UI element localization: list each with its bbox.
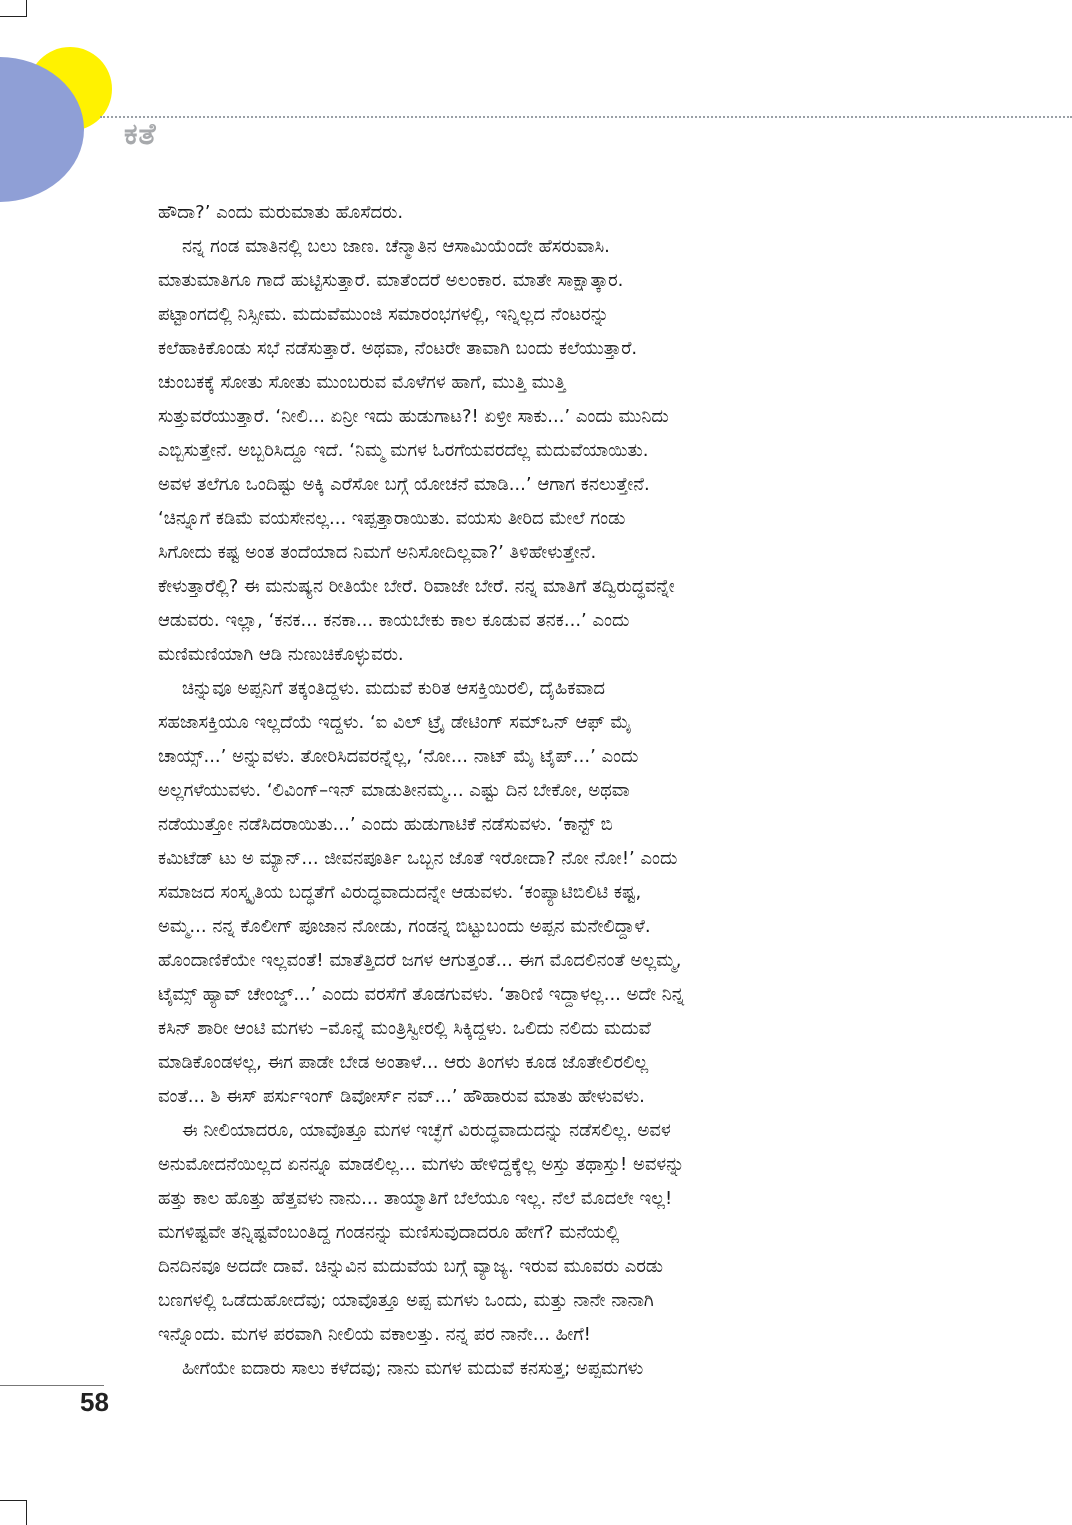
text-line: ಚಿನ್ನುವೂ ಅಪ್ಪನಿಗೆ ತಕ್ಕಂತಿದ್ದಳು. ಮದುವೆ ಕುರಿತ ಆಸಕ್ತಿಯಿರಲಿ, ದೈಹಿಕವಾದ [182, 678, 606, 699]
text-line: ಹೀಗೆಯೇ ಐದಾರು ಸಾಲು ಕಳೆದವು; ನಾನು ಮಗಳ ಮದುವೆ ಕನಸುತ್ತ; ಅಪ್ಪಮಗಳು [182, 1358, 644, 1379]
footer-rule [0, 1385, 104, 1386]
text-line: ಚಾಯ್ಸ್...’ ಅನ್ನುವಳು. ತೋರಿಸಿದವರನ್ನೆಲ್ಲ, ‘ನೋ... ನಾಟ್ ಮೈ ಟೈಪ್...’ ಎಂದು [158, 746, 639, 767]
text-line: ಹೌದಾ?’ ಎಂದು ಮರುಮಾತು ಹೊಸೆದರು. [158, 202, 404, 223]
text-line: ಸುತ್ತುವರೆಯುತ್ತಾರೆ. ‘ನೀಲಿ... ಏನ್ರೀ ಇದು ಹುಡುಗಾಟ?! ಏಳ್ರೀ ಸಾಕು...’ ಎಂದು ಮುನಿದು [158, 406, 669, 427]
text-line: ಕೇಳುತ್ತಾರೆಲ್ಲಿ? ಈ ಮನುಷ್ಯನ ರೀತಿಯೇ ಬೇರೆ. ರಿವಾಜೇ ಬೇರೆ. ನನ್ನ ಮಾತಿಗೆ ತದ್ವಿರುದ್ಧವನ್ನೇ [158, 576, 675, 597]
text-line: ಕಮಿಟೆಡ್ ಟು ಅ ಮ್ಯಾನ್... ಜೀವನಪೂರ್ತಿ ಒಬ್ಬನ ಜೊತೆ ಇರೋದಾ? ನೋ ನೋ!’ ಎಂದು [158, 848, 678, 869]
text-line: ಕಲೆಹಾಕಿಕೊಂಡು ಸಭೆ ನಡೆಸುತ್ತಾರೆ. ಅಥವಾ, ನೆಂಟರೇ ತಾವಾಗಿ ಬಂದು ಕಲೆಯುತ್ತಾರೆ. [158, 338, 638, 359]
text-line: ಬಣಗಳಲ್ಲಿ ಒಡೆದುಹೋದೆವು; ಯಾವೊತ್ತೂ ಅಪ್ಪ ಮಗಳು ಒಂದು, ಮತ್ತು ನಾನೇ ನಾನಾಗಿ [158, 1290, 654, 1311]
text-line: ಸಹಜಾಸಕ್ತಿಯೂ ಇಲ್ಲದೆಯೆ ಇದ್ದಳು. ‘ಐ ವಿಲ್ ಟ್ರೈ ಡೇಟಿಂಗ್ ಸಮ್‌ಒನ್ ಆಫ್ ಮೈ [158, 712, 632, 733]
text-line: ದಿನದಿನವೂ ಅದದೇ ದಾವೆ. ಚಿನ್ನುವಿನ ಮದುವೆಯ ಬಗ್ಗೆ ವ್ಯಾಜ್ಯ. ಇರುವ ಮೂವರು ಎರಡು [158, 1256, 664, 1277]
page-number: 58 [80, 1387, 109, 1417]
text-line: ಸಿಗೋದು ಕಷ್ಟ ಅಂತ ತಂದೆಯಾದ ನಿಮಗೆ ಅನಿಸೋದಿಲ್ಲವಾ?’ ತಿಳಿಹೇಳುತ್ತೇನೆ. [158, 542, 597, 563]
text-line: ಇನ್ನೊಂದು. ಮಗಳ ಪರವಾಗಿ ನೀಲಿಯ ವಕಾಲತ್ತು. ನನ್ನ ಪರ ನಾನೇ... ಹೀಗೆ! [158, 1324, 591, 1345]
story-text [158, 196, 908, 1386]
section-label: ಕತೆ [124, 117, 157, 152]
text-line: ಅಮ್ಮ... ನನ್ನ ಕೊಲೀಗ್ ಪೂಜಾನ ನೋಡು, ಗಂಡನ್ನ ಬಿಟ್ಟುಬಂದು ಅಪ್ಪನ ಮನೇಲಿದ್ದಾಳೆ. [158, 916, 651, 937]
crop-mark-top-left-horizontal [0, 16, 27, 17]
text-line: ನಡೆಯುತ್ತೋ ನಡೆಸಿದರಾಯಿತು...’ ಎಂದು ಹುಡುಗಾಟಿಕೆ ನಡೆಸುವಳು. ‘ಕಾನ್ಟ್ ಬಿ [158, 814, 613, 835]
text-line: ಸಮಾಜದ ಸಂಸ್ಕೃತಿಯ ಬದ್ಧತೆಗೆ ವಿರುದ್ಧವಾದುದನ್ನೇ ಆಡುವಳು. ‘ಕಂಪ್ಯಾಟಿಬಿಲಿಟಿ ಕಷ್ಟ, [158, 882, 642, 903]
text-line: ಆಡುವರು. ಇಲ್ಲಾ, ‘ಕನಕ... ಕನಕಾ... ಕಾಯಬೇಕು ಕಾಲ ಕೂಡುವ ತನಕ...’ ಎಂದು [158, 610, 630, 631]
header-dotted-rule [100, 116, 1072, 118]
crop-mark-bottom-left-horizontal [0, 1500, 27, 1501]
text-line: ಟೈಮ್ಸ್ ಹ್ಯಾವ್ ಚೇಂಜ್ಡ್...’ ಎಂದು ವರಸೆಗೆ ತೊಡಗುವಳು. ‘ತಾರಿಣಿ ಇದ್ದಾಳಲ್ಲ... ಅದೇ ನಿನ್ನ [158, 984, 685, 1005]
crop-mark-bottom-left-vertical [26, 1500, 27, 1525]
text-line: ಎಬ್ಬಿಸುತ್ತೇನೆ. ಅಬ್ಬರಿಸಿದ್ದೂ ಇದೆ. ‘ನಿಮ್ಮ ಮಗಳ ಓರಗೆಯವರದೆಲ್ಲ ಮದುವೆಯಾಯಿತು. [158, 440, 649, 461]
text-line: ಪಟ್ಟಾಂಗದಲ್ಲಿ ನಿಸ್ಸೀಮ. ಮದುವೆಮುಂಜಿ ಸಮಾರಂಭಗಳಲ್ಲಿ, ಇನ್ನಿಲ್ಲದ ನೆಂಟರನ್ನು [158, 304, 609, 325]
text-line: ಹತ್ತು ಕಾಲ ಹೊತ್ತು ಹೆತ್ತವಳು ನಾನು... ತಾಯ್ಮಾತಿಗೆ ಬೆಲೆಯೂ ಇಲ್ಲ. ನೆಲೆ ಮೊದಲೇ ಇಲ್ಲ! [158, 1188, 673, 1209]
text-line: ಮಾತುಮಾತಿಗೂ ಗಾದೆ ಹುಟ್ಟಿಸುತ್ತಾರೆ. ಮಾತೆಂದರೆ ಅಲಂಕಾರ. ಮಾತೇ ಸಾಕ್ಷಾತ್ಕಾರ. [158, 270, 624, 291]
crop-mark-top-left-vertical [26, 0, 27, 16]
text-line: ಮಣಿಮಣಿಯಾಗಿ ಆಡಿ ನುಣುಚಿಕೊಳ್ಳುವರು. [158, 644, 404, 665]
text-line: ಈ ನೀಲಿಯಾದರೂ, ಯಾವೊತ್ತೂ ಮಗಳ ಇಚ್ಛೆಗೆ ವಿರುದ್ಧವಾದುದನ್ನು ನಡೆಸಲಿಲ್ಲ. ಅವಳ [182, 1120, 671, 1141]
text-line: ಅಲ್ಲಗಳೆಯುವಳು. ‘ಲಿವಿಂಗ್–ಇನ್ ಮಾಡುತೀನಮ್ಮ... ಎಷ್ಟು ದಿನ ಬೇಕೋ, ಅಥವಾ [158, 780, 630, 801]
text-line: ನನ್ನ ಗಂಡ ಮಾತಿನಲ್ಲಿ ಬಲು ಜಾಣ. ಚೆನ್ಮಾತಿನ ಆಸಾಮಿಯೆಂದೇ ಹೆಸರುವಾಸಿ. [182, 236, 610, 257]
text-line: ಅನುಮೋದನೆಯಿಲ್ಲದ ಏನನ್ನೂ ಮಾಡಲಿಲ್ಲ... ಮಗಳು ಹೇಳಿದ್ದಕ್ಕೆಲ್ಲ ಅಸ್ತು ತಥಾಸ್ತು! ಅವಳನ್ನು [158, 1154, 685, 1175]
text-line: ಮಗಳಿಷ್ಟವೇ ತನ್ನಿಷ್ಟವೆಂಬಂತಿದ್ದ ಗಂಡನನ್ನು ಮಣಿಸುವುದಾದರೂ ಹೇಗೆ? ಮನೆಯಲ್ಲಿ [158, 1222, 620, 1243]
text-line: ಅವಳ ತಲೆಗೂ ಒಂದಿಷ್ಟು ಅಕ್ಕಿ ಎರೆಸೋ ಬಗ್ಗೆ ಯೋಚನೆ ಮಾಡಿ...’ ಆಗಾಗ ಕನಲುತ್ತೇನೆ. [158, 474, 650, 495]
text-line: ಕಸಿನ್ ಶಾರೀ ಆಂಟಿ ಮಗಳು –ಮೊನ್ನೆ ಮಂತ್ರಿಸ್ವೀರಲ್ಲಿ ಸಿಕ್ಕಿದ್ದಳು. ಒಲಿದು ನಲಿದು ಮದುವೆ [158, 1018, 651, 1039]
text-line: ಹೊಂದಾಣಿಕೆಯೇ ಇಲ್ಲವಂತೆ! ಮಾತೆತ್ತಿದರೆ ಜಗಳ ಆಗುತ್ತಂತೆ... ಈಗ ಮೊದಲಿನಂತೆ ಅಲ್ಲಮ್ಮ, [158, 950, 682, 971]
text-line: ಚುಂಬಕಕ್ಕೆ ಸೋತು ಸೋತು ಮುಂಬರುವ ಮೊಳೆಗಳ ಹಾಗೆ, ಮುತ್ತಿ ಮುತ್ತಿ [158, 372, 566, 393]
text-line: ವಂತೆ... ಶಿ ಈಸ್ ಪರ್ಸುಇಂಗ್ ಡಿವೋರ್ಸ್ ನವ್...’ ಹೌಹಾರುವ ಮಾತು ಹೇಳುವಳು. [158, 1086, 645, 1107]
text-line: ‘ಚಿನ್ನೂಗೆ ಕಡಿಮೆ ವಯಸೇನಲ್ಲ... ಇಪ್ಪತ್ತಾರಾಯಿತು. ವಯಸು ತೀರಿದ ಮೇಲೆ ಗಂಡು [158, 508, 626, 529]
text-line: ಮಾಡಿಕೊಂಡಳಲ್ಲ, ಈಗ ಪಾಡೇ ಬೇಡ ಅಂತಾಳೆ... ಆರು ತಿಂಗಳು ಕೂಡ ಜೊತೇಲಿರಲಿಲ್ಲ [158, 1052, 649, 1073]
